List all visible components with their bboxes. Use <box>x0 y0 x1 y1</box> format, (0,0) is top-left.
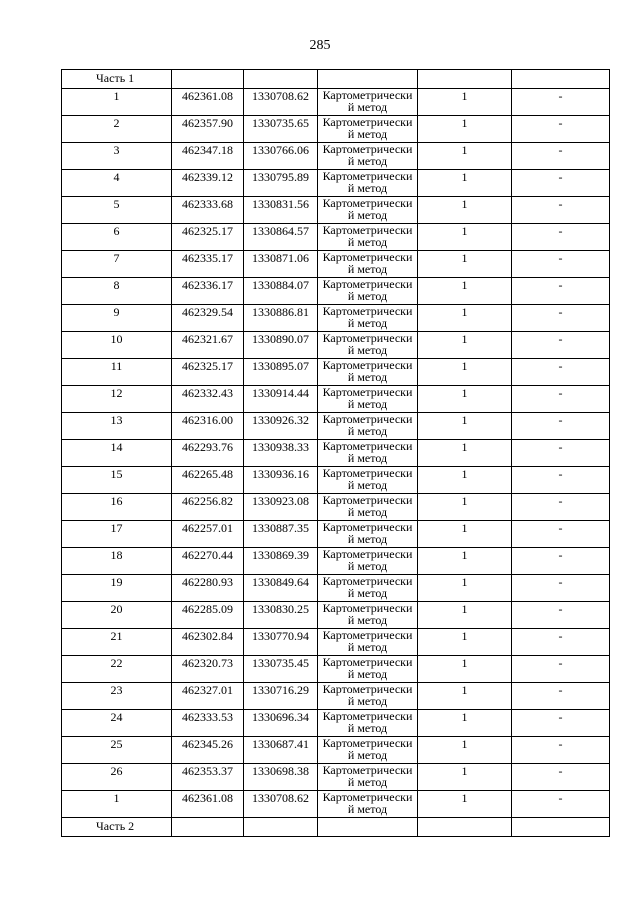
method-line-2: й метод <box>347 181 388 195</box>
coord-x: 462361.08 <box>172 791 244 818</box>
point-number: 11 <box>62 359 172 386</box>
table-row <box>62 602 610 629</box>
table-row <box>62 656 610 683</box>
description-value: - <box>512 278 610 305</box>
point-number: 10 <box>62 332 172 359</box>
method-line-1: Картометрически <box>322 682 413 696</box>
coord-y: 1330871.06 <box>244 251 318 278</box>
method-cell <box>318 629 418 656</box>
empty-cell <box>244 70 318 89</box>
point-number: 3 <box>62 143 172 170</box>
accuracy-value: 1 <box>418 467 512 494</box>
coord-y: 1330831.56 <box>244 197 318 224</box>
description-value: - <box>512 710 610 737</box>
point-number: 18 <box>62 548 172 575</box>
method-line-1: Картометрически <box>322 736 413 750</box>
coord-x: 462345.26 <box>172 737 244 764</box>
description-value: - <box>512 89 610 116</box>
table-row <box>62 710 610 737</box>
table-row <box>62 764 610 791</box>
coord-y: 1330795.89 <box>244 170 318 197</box>
page-number: 285 <box>309 38 331 53</box>
point-number: 23 <box>62 683 172 710</box>
coord-x: 462256.82 <box>172 494 244 521</box>
coord-x: 462316.00 <box>172 413 244 440</box>
description-value: - <box>512 467 610 494</box>
point-number: 20 <box>62 602 172 629</box>
accuracy-value: 1 <box>418 359 512 386</box>
coord-y: 1330830.25 <box>244 602 318 629</box>
coord-y: 1330735.65 <box>244 116 318 143</box>
coord-y: 1330914.44 <box>244 386 318 413</box>
part-header-row <box>62 70 610 89</box>
empty-cell <box>172 70 244 89</box>
accuracy-value: 1 <box>418 197 512 224</box>
description-value: - <box>512 791 610 818</box>
method-line-2: й метод <box>347 775 388 789</box>
method-line-2: й метод <box>347 235 388 249</box>
table-body <box>62 70 610 837</box>
description-value: - <box>512 332 610 359</box>
method-line-1: Картометрически <box>322 277 413 291</box>
method-line-2: й метод <box>347 748 388 762</box>
coord-x: 462265.48 <box>172 467 244 494</box>
coord-y: 1330923.08 <box>244 494 318 521</box>
part-header-row <box>62 818 610 837</box>
point-number: 19 <box>62 575 172 602</box>
table-row <box>62 494 610 521</box>
description-value: - <box>512 737 610 764</box>
part-label: Часть 1 <box>62 70 172 89</box>
coord-y: 1330869.39 <box>244 548 318 575</box>
method-cell <box>318 656 418 683</box>
method-cell <box>318 332 418 359</box>
method-line-1: Картометрически <box>322 304 413 318</box>
accuracy-value: 1 <box>418 170 512 197</box>
description-value: - <box>512 494 610 521</box>
method-cell <box>318 143 418 170</box>
method-line-1: Картометрически <box>322 331 413 345</box>
point-number: 9 <box>62 305 172 332</box>
table-row <box>62 224 610 251</box>
method-cell <box>318 548 418 575</box>
description-value: - <box>512 683 610 710</box>
accuracy-value: 1 <box>418 494 512 521</box>
method-line-2: й метод <box>347 559 388 573</box>
method-line-2: й метод <box>347 613 388 627</box>
coord-x: 462347.18 <box>172 143 244 170</box>
accuracy-value: 1 <box>418 89 512 116</box>
method-cell <box>318 386 418 413</box>
accuracy-value: 1 <box>418 521 512 548</box>
method-line-1: Картометрически <box>322 547 413 561</box>
table-row <box>62 629 610 656</box>
coord-x: 462353.37 <box>172 764 244 791</box>
table-row <box>62 440 610 467</box>
coord-y: 1330887.35 <box>244 521 318 548</box>
coord-y: 1330895.07 <box>244 359 318 386</box>
table-row <box>62 359 610 386</box>
point-number: 17 <box>62 521 172 548</box>
method-line-1: Картометрически <box>322 493 413 507</box>
method-line-1: Картометрически <box>322 466 413 480</box>
method-line-2: й метод <box>347 127 388 141</box>
accuracy-value: 1 <box>418 386 512 413</box>
table-row <box>62 548 610 575</box>
table-row <box>62 116 610 143</box>
method-line-1: Картометрически <box>322 790 413 804</box>
coord-x: 462357.90 <box>172 116 244 143</box>
coord-x: 462325.17 <box>172 224 244 251</box>
coord-x: 462339.12 <box>172 170 244 197</box>
accuracy-value: 1 <box>418 548 512 575</box>
description-value: - <box>512 143 610 170</box>
description-value: - <box>512 386 610 413</box>
method-cell <box>318 575 418 602</box>
method-cell <box>318 278 418 305</box>
coord-x: 462329.54 <box>172 305 244 332</box>
point-number: 6 <box>62 224 172 251</box>
accuracy-value: 1 <box>418 737 512 764</box>
description-value: - <box>512 656 610 683</box>
accuracy-value: 1 <box>418 575 512 602</box>
accuracy-value: 1 <box>418 683 512 710</box>
method-cell <box>318 791 418 818</box>
coord-y: 1330849.64 <box>244 575 318 602</box>
point-number: 1 <box>62 89 172 116</box>
method-cell <box>318 224 418 251</box>
method-line-1: Картометрически <box>322 223 413 237</box>
method-line-2: й метод <box>347 694 388 708</box>
description-value: - <box>512 629 610 656</box>
coord-x: 462327.01 <box>172 683 244 710</box>
table-row <box>62 278 610 305</box>
method-line-2: й метод <box>347 451 388 465</box>
description-value: - <box>512 521 610 548</box>
point-number: 21 <box>62 629 172 656</box>
method-line-2: й метод <box>347 505 388 519</box>
method-line-1: Картометрически <box>322 385 413 399</box>
method-line-1: Картометрически <box>322 196 413 210</box>
coord-y: 1330770.94 <box>244 629 318 656</box>
point-number: 26 <box>62 764 172 791</box>
method-line-2: й метод <box>347 316 388 330</box>
method-line-1: Картометрически <box>322 250 413 264</box>
method-cell <box>318 170 418 197</box>
method-cell <box>318 737 418 764</box>
description-value: - <box>512 305 610 332</box>
empty-cell <box>418 818 512 837</box>
method-line-2: й метод <box>347 532 388 546</box>
description-value: - <box>512 602 610 629</box>
method-cell <box>318 467 418 494</box>
coord-y: 1330890.07 <box>244 332 318 359</box>
method-line-2: й метод <box>347 640 388 654</box>
point-number: 24 <box>62 710 172 737</box>
empty-cell <box>318 818 418 837</box>
method-line-1: Картометрически <box>322 142 413 156</box>
description-value: - <box>512 764 610 791</box>
coord-x: 462336.17 <box>172 278 244 305</box>
coord-y: 1330884.07 <box>244 278 318 305</box>
table-row <box>62 737 610 764</box>
point-number: 1 <box>62 791 172 818</box>
accuracy-value: 1 <box>418 629 512 656</box>
point-number: 4 <box>62 170 172 197</box>
method-cell <box>318 521 418 548</box>
method-line-2: й метод <box>347 154 388 168</box>
point-number: 12 <box>62 386 172 413</box>
table-row <box>62 683 610 710</box>
accuracy-value: 1 <box>418 305 512 332</box>
method-line-2: й метод <box>347 586 388 600</box>
method-line-2: й метод <box>347 208 388 222</box>
table-row <box>62 467 610 494</box>
method-line-2: й метод <box>347 424 388 438</box>
point-number: 5 <box>62 197 172 224</box>
accuracy-value: 1 <box>418 791 512 818</box>
coord-x: 462302.84 <box>172 629 244 656</box>
coord-y: 1330708.62 <box>244 791 318 818</box>
coord-y: 1330735.45 <box>244 656 318 683</box>
method-line-2: й метод <box>347 370 388 384</box>
coord-y: 1330936.16 <box>244 467 318 494</box>
method-cell <box>318 710 418 737</box>
method-cell <box>318 602 418 629</box>
method-line-1: Картометрически <box>322 412 413 426</box>
table-row <box>62 791 610 818</box>
point-number: 8 <box>62 278 172 305</box>
coord-y: 1330696.34 <box>244 710 318 737</box>
accuracy-value: 1 <box>418 656 512 683</box>
coord-y: 1330886.81 <box>244 305 318 332</box>
description-value: - <box>512 224 610 251</box>
method-line-1: Картометрически <box>322 709 413 723</box>
coord-x: 462321.67 <box>172 332 244 359</box>
method-cell <box>318 413 418 440</box>
method-cell <box>318 359 418 386</box>
table-row <box>62 89 610 116</box>
accuracy-value: 1 <box>418 143 512 170</box>
description-value: - <box>512 359 610 386</box>
point-number: 25 <box>62 737 172 764</box>
accuracy-value: 1 <box>418 710 512 737</box>
table-row <box>62 143 610 170</box>
method-line-2: й метод <box>347 478 388 492</box>
method-line-2: й метод <box>347 100 388 114</box>
method-cell <box>318 197 418 224</box>
empty-cell <box>512 70 610 89</box>
part-label: Часть 2 <box>62 818 172 837</box>
accuracy-value: 1 <box>418 332 512 359</box>
method-line-1: Картометрически <box>322 628 413 642</box>
description-value: - <box>512 116 610 143</box>
table-row <box>62 521 610 548</box>
method-line-1: Картометрически <box>322 520 413 534</box>
method-line-2: й метод <box>347 802 388 816</box>
table-row <box>62 413 610 440</box>
table-row <box>62 197 610 224</box>
point-number: 16 <box>62 494 172 521</box>
method-line-1: Картометрически <box>322 115 413 129</box>
accuracy-value: 1 <box>418 116 512 143</box>
coord-y: 1330938.33 <box>244 440 318 467</box>
method-cell <box>318 305 418 332</box>
method-line-2: й метод <box>347 262 388 276</box>
method-cell <box>318 494 418 521</box>
method-line-1: Картометрически <box>322 763 413 777</box>
table-row <box>62 251 610 278</box>
description-value: - <box>512 251 610 278</box>
method-line-1: Картометрически <box>322 439 413 453</box>
method-line-2: й метод <box>347 721 388 735</box>
coord-x: 462361.08 <box>172 89 244 116</box>
coord-y: 1330708.62 <box>244 89 318 116</box>
method-line-1: Картометрически <box>322 655 413 669</box>
accuracy-value: 1 <box>418 602 512 629</box>
empty-cell <box>318 70 418 89</box>
coord-y: 1330864.57 <box>244 224 318 251</box>
accuracy-value: 1 <box>418 224 512 251</box>
method-line-2: й метод <box>347 667 388 681</box>
method-line-1: Картометрически <box>322 169 413 183</box>
coord-x: 462293.76 <box>172 440 244 467</box>
coord-x: 462270.44 <box>172 548 244 575</box>
coord-x: 462325.17 <box>172 359 244 386</box>
point-number: 15 <box>62 467 172 494</box>
description-value: - <box>512 440 610 467</box>
method-line-2: й метод <box>347 289 388 303</box>
accuracy-value: 1 <box>418 251 512 278</box>
method-cell <box>318 683 418 710</box>
coord-y: 1330926.32 <box>244 413 318 440</box>
description-value: - <box>512 170 610 197</box>
method-cell <box>318 440 418 467</box>
table-row <box>62 575 610 602</box>
description-value: - <box>512 197 610 224</box>
table-row <box>62 305 610 332</box>
point-number: 22 <box>62 656 172 683</box>
empty-cell <box>512 818 610 837</box>
method-cell <box>318 116 418 143</box>
point-number: 2 <box>62 116 172 143</box>
empty-cell <box>244 818 318 837</box>
coord-x: 462335.17 <box>172 251 244 278</box>
method-line-2: й метод <box>347 343 388 357</box>
coord-y: 1330698.38 <box>244 764 318 791</box>
table-row <box>62 332 610 359</box>
accuracy-value: 1 <box>418 440 512 467</box>
method-cell <box>318 764 418 791</box>
coord-x: 462280.93 <box>172 575 244 602</box>
coord-x: 462333.53 <box>172 710 244 737</box>
method-cell <box>318 89 418 116</box>
method-line-1: Картометрически <box>322 358 413 372</box>
empty-cell <box>418 70 512 89</box>
coordinates-table <box>61 69 610 837</box>
point-number: 7 <box>62 251 172 278</box>
coord-y: 1330716.29 <box>244 683 318 710</box>
method-line-1: Картометрически <box>322 88 413 102</box>
description-value: - <box>512 575 610 602</box>
description-value: - <box>512 548 610 575</box>
coord-y: 1330766.06 <box>244 143 318 170</box>
empty-cell <box>172 818 244 837</box>
table-row <box>62 386 610 413</box>
point-number: 13 <box>62 413 172 440</box>
accuracy-value: 1 <box>418 413 512 440</box>
accuracy-value: 1 <box>418 278 512 305</box>
table-row <box>62 170 610 197</box>
point-number: 14 <box>62 440 172 467</box>
coord-x: 462320.73 <box>172 656 244 683</box>
method-cell <box>318 251 418 278</box>
method-line-1: Картометрически <box>322 601 413 615</box>
coord-y: 1330687.41 <box>244 737 318 764</box>
method-line-1: Картометрически <box>322 574 413 588</box>
description-value: - <box>512 413 610 440</box>
method-line-2: й метод <box>347 397 388 411</box>
coord-x: 462257.01 <box>172 521 244 548</box>
coord-x: 462332.43 <box>172 386 244 413</box>
coord-x: 462285.09 <box>172 602 244 629</box>
coord-x: 462333.68 <box>172 197 244 224</box>
accuracy-value: 1 <box>418 764 512 791</box>
